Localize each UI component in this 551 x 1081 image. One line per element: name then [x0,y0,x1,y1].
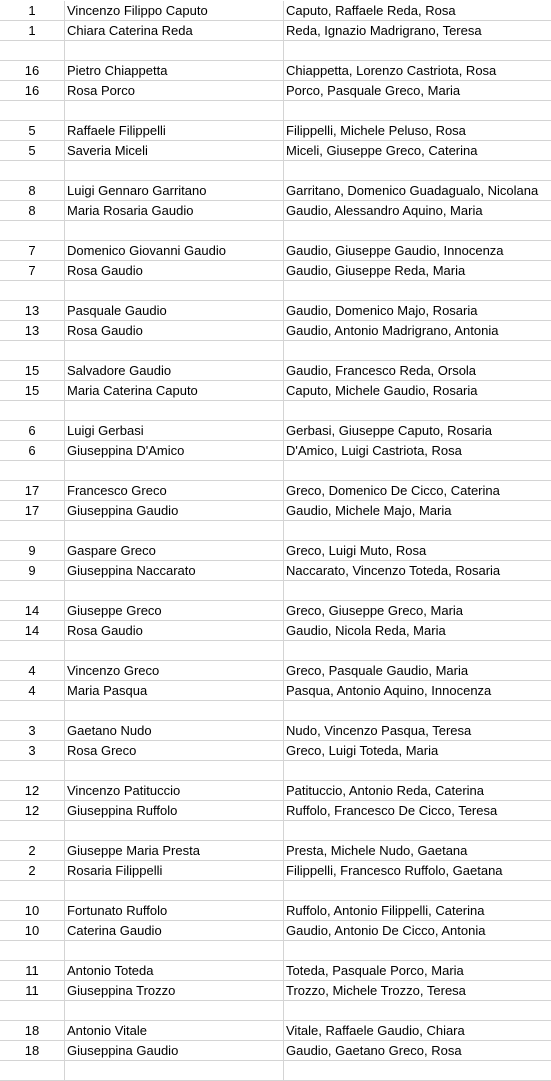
couple-number-cell[interactable] [0,701,65,720]
parents-cell[interactable]: Nudo, Vincenzo Pasqua, Teresa [286,723,472,738]
table-row [0,621,551,641]
table-row [0,181,551,201]
spouse-name-cell[interactable]: Vincenzo Patituccio [65,781,284,800]
parents-cell[interactable] [284,161,551,180]
parents-cell[interactable]: Gaudio, Giuseppe Gaudio, Innocenza [286,243,504,258]
spouse-name-cell[interactable] [65,521,284,540]
spouse-name-cell[interactable] [65,1001,284,1020]
couple-number-cell[interactable] [0,821,65,840]
empty-row [0,401,551,421]
couple-number-cell[interactable] [0,401,65,420]
spouse-name-cell[interactable]: Giuseppina Naccarato [65,561,284,580]
spouse-name-cell[interactable]: Rosa Gaudio [65,621,284,640]
empty-row [0,101,551,121]
spouse-name-cell[interactable] [65,401,284,420]
table-row [0,741,551,761]
couple-number-cell[interactable]: 16 [0,81,65,100]
spouse-name-cell[interactable]: Francesco Greco [65,481,284,500]
table-row [0,1021,551,1041]
couple-number-cell[interactable]: 2 [0,841,65,860]
spouse-name-cell[interactable]: Giuseppe Maria Presta [65,841,284,860]
parents-cell[interactable] [284,41,551,60]
parents-cell[interactable]: Filippelli, Francesco Ruffolo, Gaetana [286,863,503,878]
couple-number-cell[interactable]: 11 [0,961,65,980]
spouse-name-cell[interactable]: Domenico Giovanni Gaudio [65,241,284,260]
couple-number-cell[interactable]: 10 [0,901,65,920]
spouse-name-cell[interactable]: Pietro Chiappetta [65,61,284,80]
parents-cell[interactable] [284,641,551,660]
couple-number-cell[interactable]: 9 [0,541,65,560]
couple-number-cell[interactable]: 18 [0,1021,65,1040]
table-row [0,421,551,441]
couple-number-cell[interactable]: 8 [0,201,65,220]
empty-row [0,1001,551,1021]
parents-cell[interactable] [284,1001,551,1020]
couple-number-cell[interactable]: 17 [0,501,65,520]
parents-cell[interactable] [284,941,551,960]
couple-number-cell[interactable] [0,761,65,780]
spouse-name-cell[interactable] [65,41,284,60]
couple-number-cell[interactable]: 13 [0,321,65,340]
spouse-name-cell[interactable] [65,461,284,480]
parents-cell[interactable]: Trozzo, Michele Trozzo, Teresa [286,983,466,998]
spouse-name-cell[interactable] [65,581,284,600]
parents-cell[interactable] [284,821,551,840]
couple-number-cell[interactable]: 7 [0,261,65,280]
table-row [0,381,551,401]
table-row [0,981,551,1001]
spouse-name-cell[interactable]: Giuseppina Gaudio [65,501,284,520]
empty-row [0,461,551,481]
parents-cell[interactable]: Greco, Giuseppe Greco, Maria [286,603,464,618]
table-row [0,501,551,521]
parents-cell[interactable] [284,401,551,420]
spouse-name-cell[interactable]: Rosaria Filippelli [65,861,284,880]
parents-cell[interactable]: Miceli, Giuseppe Greco, Caterina [286,143,478,158]
parents-cell[interactable]: Ruffolo, Francesco De Cicco, Teresa [286,803,498,818]
parents-cell[interactable] [284,881,551,900]
table-row [0,241,551,261]
spouse-name-cell[interactable]: Giuseppina Ruffolo [65,801,284,820]
spouse-name-cell[interactable]: Fortunato Ruffolo [65,901,284,920]
spouse-name-cell[interactable]: Luigi Gerbasi [65,421,284,440]
parents-cell[interactable] [284,221,551,240]
spouse-name-cell[interactable]: Vincenzo Filippo Caputo [65,1,284,20]
table-row [0,961,551,981]
couple-number-cell[interactable]: 13 [0,301,65,320]
spouse-name-cell[interactable]: Saveria Miceli [65,141,284,160]
spouse-name-cell[interactable]: Luigi Gennaro Garritano [65,181,284,200]
couple-number-cell[interactable]: 4 [0,681,65,700]
spouse-name-cell[interactable] [65,821,284,840]
couple-number-cell[interactable] [0,281,65,300]
empty-row [0,1061,551,1081]
table-row [0,261,551,281]
couple-number-cell[interactable] [0,161,65,180]
table-row [0,661,551,681]
spouse-name-cell[interactable] [65,641,284,660]
couple-number-cell[interactable]: 6 [0,441,65,460]
couple-number-cell[interactable] [0,581,65,600]
spouse-name-cell[interactable]: Gaetano Nudo [65,721,284,740]
parents-cell[interactable] [284,461,551,480]
empty-row [0,161,551,181]
parents-cell[interactable]: Chiappetta, Lorenzo Castriota, Rosa [286,63,497,78]
parents-cell[interactable]: Gaudio, Gaetano Greco, Rosa [286,1043,462,1058]
spouse-name-cell[interactable]: Maria Caterina Caputo [65,381,284,400]
table-row [0,561,551,581]
spouse-name-cell[interactable]: Rosa Porco [65,81,284,100]
couple-number-cell[interactable]: 11 [0,981,65,1000]
spouse-name-cell[interactable]: Maria Pasqua [65,681,284,700]
couple-number-cell[interactable]: 1 [0,21,65,40]
couple-number-cell[interactable] [0,941,65,960]
spouse-name-cell[interactable]: Maria Rosaria Gaudio [65,201,284,220]
spouse-name-cell[interactable]: Gaspare Greco [65,541,284,560]
empty-row [0,821,551,841]
parents-cell[interactable]: Greco, Luigi Toteda, Maria [286,743,439,758]
table-row [0,121,551,141]
couple-number-cell[interactable]: 9 [0,561,65,580]
table-row [0,601,551,621]
table-row [0,1,551,21]
parents-cell[interactable] [284,101,551,120]
parents-cell[interactable]: Toteda, Pasquale Porco, Maria [286,963,464,978]
spouse-name-cell[interactable]: Giuseppina Trozzo [65,981,284,1000]
couple-number-cell[interactable]: 2 [0,861,65,880]
parents-cell[interactable]: Gaudio, Michele Majo, Maria [286,503,452,518]
couple-number-cell[interactable] [0,221,65,240]
parents-cell[interactable]: Presta, Michele Nudo, Gaetana [286,843,468,858]
parents-cell[interactable]: D'Amico, Luigi Castriota, Rosa [286,443,462,458]
table-row [0,21,551,41]
spouse-name-cell[interactable]: Rosa Gaudio [65,261,284,280]
empty-row [0,641,551,661]
couple-number-cell[interactable]: 6 [0,421,65,440]
parents-cell[interactable]: Gaudio, Antonio Madrigrano, Antonia [286,323,499,338]
couple-number-cell[interactable]: 8 [0,181,65,200]
parents-cell[interactable] [284,341,551,360]
parents-cell[interactable]: Gaudio, Antonio De Cicco, Antonia [286,923,486,938]
table-row [0,201,551,221]
couple-number-cell[interactable]: 15 [0,381,65,400]
table-row [0,141,551,161]
couple-number-cell[interactable] [0,641,65,660]
parents-cell[interactable]: Naccarato, Vincenzo Toteda, Rosaria [286,563,501,578]
couple-number-cell[interactable] [0,521,65,540]
spouse-name-cell[interactable]: Vincenzo Greco [65,661,284,680]
table-row [0,921,551,941]
table-row [0,781,551,801]
couple-number-cell[interactable] [0,881,65,900]
spouse-name-cell[interactable] [65,761,284,780]
table-row [0,1041,551,1061]
table-row [0,301,551,321]
couple-number-cell[interactable]: 3 [0,721,65,740]
table-row [0,541,551,561]
spouse-name-cell[interactable]: Salvadore Gaudio [65,361,284,380]
parents-cell[interactable]: Gaudio, Giuseppe Reda, Maria [286,263,466,278]
empty-row [0,221,551,241]
parents-cell[interactable]: Vitale, Raffaele Gaudio, Chiara [286,1023,465,1038]
table-row [0,801,551,821]
parents-cell[interactable]: Gerbasi, Giuseppe Caputo, Rosaria [286,423,492,438]
parents-cell[interactable] [284,1061,551,1080]
couple-number-cell[interactable] [0,101,65,120]
table-row [0,441,551,461]
spouse-name-cell[interactable] [65,101,284,120]
parents-cell[interactable]: Pasqua, Antonio Aquino, Innocenza [286,683,492,698]
table-row [0,361,551,381]
spouse-name-cell[interactable] [65,161,284,180]
couple-number-cell[interactable] [0,461,65,480]
couple-number-cell[interactable] [0,341,65,360]
empty-row [0,341,551,361]
parents-cell[interactable]: Caputo, Michele Gaudio, Rosaria [286,383,478,398]
spouse-name-cell[interactable]: Chiara Caterina Reda [65,21,284,40]
spouse-name-cell[interactable] [65,941,284,960]
spouse-name-cell[interactable]: Caterina Gaudio [65,921,284,940]
couple-number-cell[interactable]: 10 [0,921,65,940]
couple-number-cell[interactable]: 3 [0,741,65,760]
parents-cell[interactable]: Greco, Pasquale Gaudio, Maria [286,663,469,678]
parents-cell[interactable]: Garritano, Domenico Guadagualo, Nicolana [286,183,539,198]
empty-row [0,941,551,961]
table-row [0,841,551,861]
parents-cell[interactable]: Porco, Pasquale Greco, Maria [286,83,461,98]
empty-row [0,701,551,721]
couple-number-cell[interactable] [0,1001,65,1020]
table-row [0,861,551,881]
parents-cell[interactable]: Caputo, Raffaele Reda, Rosa [286,3,456,18]
parents-cell[interactable] [284,581,551,600]
empty-row [0,761,551,781]
couple-number-cell[interactable]: 15 [0,361,65,380]
table-row [0,321,551,341]
couple-number-cell[interactable]: 14 [0,621,65,640]
parents-cell[interactable]: Gaudio, Domenico Majo, Rosaria [286,303,478,318]
couple-number-cell[interactable] [0,1061,65,1080]
spouse-name-cell[interactable]: Rosa Gaudio [65,321,284,340]
empty-row [0,521,551,541]
table-row [0,901,551,921]
spouse-name-cell[interactable]: Antonio Vitale [65,1021,284,1040]
spouse-name-cell[interactable] [65,1061,284,1080]
parents-cell[interactable] [284,281,551,300]
couple-number-cell[interactable]: 16 [0,61,65,80]
spouse-name-cell[interactable] [65,881,284,900]
empty-row [0,281,551,301]
table-row [0,81,551,101]
empty-row [0,581,551,601]
couple-number-cell[interactable]: 5 [0,141,65,160]
parents-cell[interactable] [284,701,551,720]
parents-cell[interactable]: Ruffolo, Antonio Filippelli, Caterina [286,903,485,918]
couple-number-cell[interactable]: 5 [0,121,65,140]
couple-number-cell[interactable] [0,41,65,60]
couple-number-cell[interactable]: 4 [0,661,65,680]
couple-number-cell[interactable]: 12 [0,781,65,800]
couple-number-cell[interactable]: 12 [0,801,65,820]
table-row [0,61,551,81]
spouse-name-cell[interactable] [65,281,284,300]
spouse-name-cell[interactable]: Antonio Toteda [65,961,284,980]
parents-cell[interactable]: Filippelli, Michele Peluso, Rosa [286,123,466,138]
empty-row [0,881,551,901]
parents-cell[interactable]: Greco, Luigi Muto, Rosa [286,543,427,558]
couple-number-cell[interactable]: 18 [0,1041,65,1060]
spouse-name-cell[interactable]: Giuseppina Gaudio [65,1041,284,1060]
spouse-name-cell[interactable]: Pasquale Gaudio [65,301,284,320]
spouse-name-cell[interactable] [65,701,284,720]
parents-cell[interactable]: Gaudio, Francesco Reda, Orsola [286,363,477,378]
table-row [0,721,551,741]
spouse-name-cell[interactable] [65,221,284,240]
parents-cell[interactable]: Reda, Ignazio Madrigrano, Teresa [286,23,482,38]
empty-row [0,41,551,61]
parents-cell[interactable] [284,521,551,540]
parents-cell[interactable]: Gaudio, Nicola Reda, Maria [286,623,446,638]
spouse-name-cell[interactable]: Raffaele Filippelli [65,121,284,140]
couple-number-cell[interactable]: 14 [0,601,65,620]
parents-cell[interactable]: Gaudio, Alessandro Aquino, Maria [286,203,483,218]
couple-number-cell[interactable]: 7 [0,241,65,260]
parents-cell[interactable]: Patituccio, Antonio Reda, Caterina [286,783,485,798]
parents-cell[interactable] [284,761,551,780]
parents-cell[interactable]: Greco, Domenico De Cicco, Caterina [286,483,500,498]
couple-number-cell[interactable]: 17 [0,481,65,500]
couple-number-cell[interactable]: 1 [0,1,65,20]
spouse-name-cell[interactable]: Rosa Greco [65,741,284,760]
table-row [0,481,551,501]
table-row [0,681,551,701]
spouse-name-cell[interactable]: Giuseppina D'Amico [65,441,284,460]
spouse-name-cell[interactable]: Giuseppe Greco [65,601,284,620]
spouse-name-cell[interactable] [65,341,284,360]
